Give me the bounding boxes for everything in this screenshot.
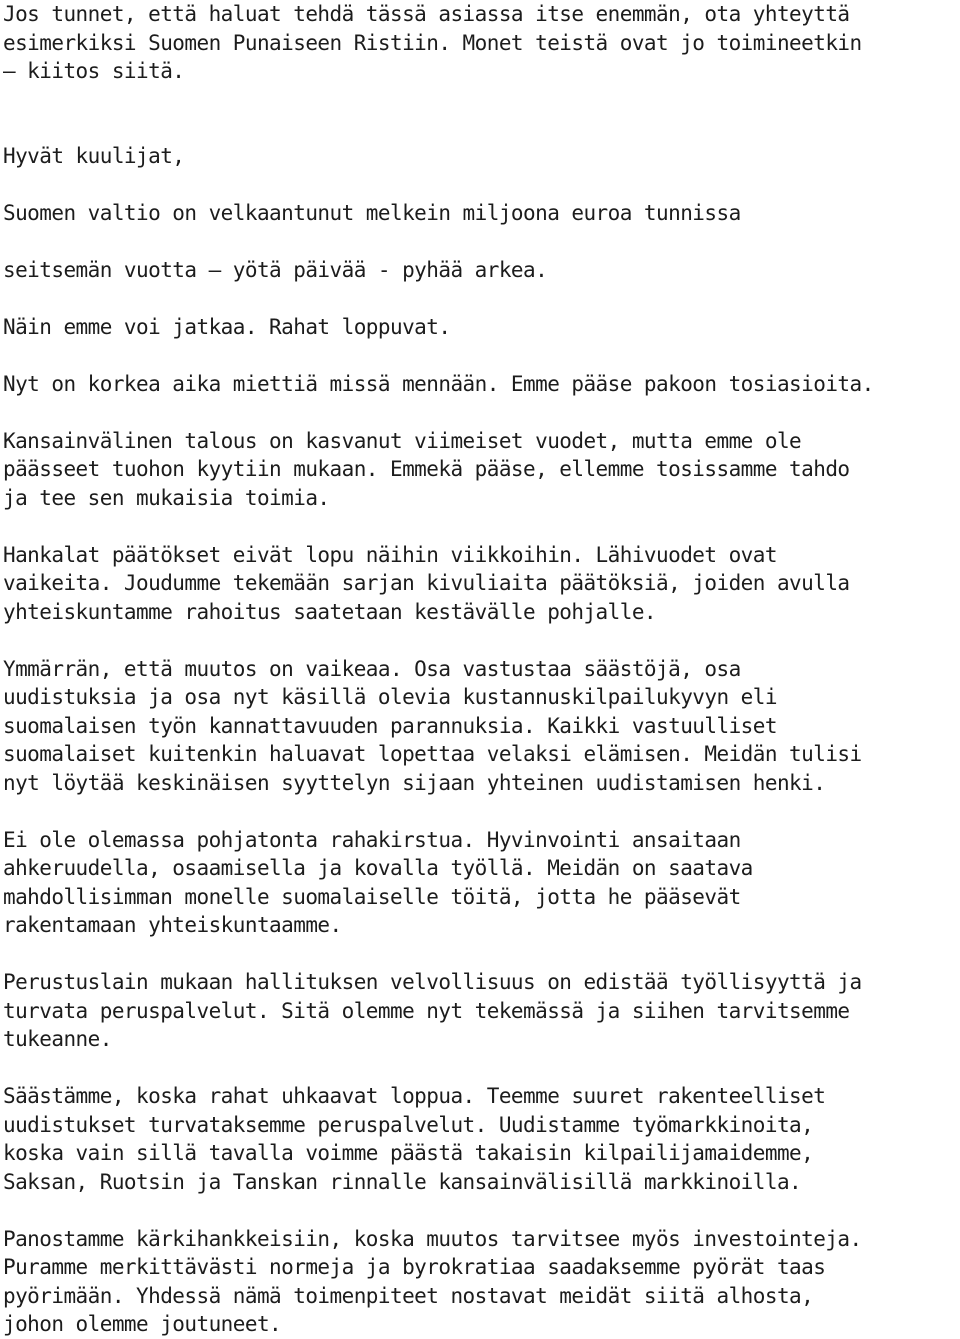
paragraph-spacer [3,1054,958,1083]
paragraph-spacer [3,284,958,313]
paragraph-spacer [3,512,958,541]
paragraph-debt: Suomen valtio on velkaantunut melkein miljoona euroa tunnissa [3,200,741,225]
paragraph-savings: Säästämme, koska rahat uhkaavat loppua. Teemme suuret rakenteelliset uudistukset turvataksemme peruspalvelut. Uudistamme työmarkkinoita, koska vain sillä tavalla voimme päästä takaisin kilpailijamaidemme, Saksan, Ruotsin ja Tanskan rinnalle kansainvälisillä markkinoilla. [3,1084,826,1194]
paragraph-welfare: Ei ole olemassa pohjatonta rahakirstua. Hyvinvointi ansaitaan ahkeruudella, osaamisella ja kovalla työllä. Meidän on saatava mahdollisimman monelle suomalaiselle töitä, jotta he pääsevät rakentamaan yhteiskuntaamme. [3,827,753,937]
paragraph-spacer [3,1196,958,1225]
paragraph-spacer [3,626,958,655]
paragraph-spacer [3,86,958,142]
document-page [3,0,958,1339]
paragraph-spacer [3,341,958,370]
paragraph-greeting: Hyvät kuulijat, [3,143,185,168]
paragraph-international-economy: Kansainvälinen talous on kasvanut viimeiset vuodet, mutta emme ole päässeet tuohon kyytiin mukaan. Emmekä pääse, ellemme tosissamme tahdo ja tee sen mukaisia toimia. [3,428,850,510]
paragraph-investments: Panostamme kärkihankkeisiin, koska muutos tarvitsee myös investointeja. Puramme merkittävästi normeja ja byrokratiaa saadaksemme pyörät taas pyörimään. Yhdessä nämä toimenpiteet nostavat meidät siitä alhosta, johon olemme joutuneet. [3,1226,862,1336]
paragraph-spacer [3,170,958,199]
paragraph-spacer [3,940,958,969]
paragraph-facts: Nyt on korkea aika miettiä missä mennään. Emme pääse pakoon tosiasioita. [3,371,874,396]
paragraph-seven-years: seitsemän vuotta – yötä päivää - pyhää arkea. [3,257,548,282]
paragraph-change-is-hard: Ymmärrän, että muutos on vaikeaa. Osa vastustaa säästöjä, osa uudistuksia ja osa nyt käsillä olevia kustannuskilpailukyvyn eli suomalaisen työn kannattavuuden parannuksia. Kaikki vastuulliset suomalaiset kuitenkin haluavat lopettaa velaksi elämisen. Meidän tulisi nyt löytää keskinäisen syyttelyn sijaan yhteinen uudistamisen henki. [3,656,862,795]
paragraph-constitution: Perustuslain mukaan hallituksen velvollisuus on edistää työllisyyttä ja turvata peruspalvelut. Sitä olemme nyt tekemässä ja siihen tarvitsemme tukeanne. [3,970,862,1051]
paragraph-cannot-continue: Näin emme voi jatkaa. Rahat loppuvat. [3,314,451,339]
paragraph-spacer [3,398,958,427]
paragraph-spacer [3,227,958,256]
paragraph-red-cross: Jos tunnet, että haluat tehdä tässä asiassa itse enemmän, ota yhteyttä esimerkiksi Suomen Punaiseen Ristiin. Monet teistä ovat jo toimineetkin – kiitos siitä. [3,2,862,83]
paragraph-hard-decisions: Hankalat päätökset eivät lopu näihin viikkoihin. Lähivuodet ovat vaikeita. Joudumme tekemään sarjan kivuliaita päätöksiä, joiden avulla yhteiskuntamme rahoitus saatetaan kestävälle pohjalle. [3,542,850,624]
paragraph-spacer [3,797,958,826]
